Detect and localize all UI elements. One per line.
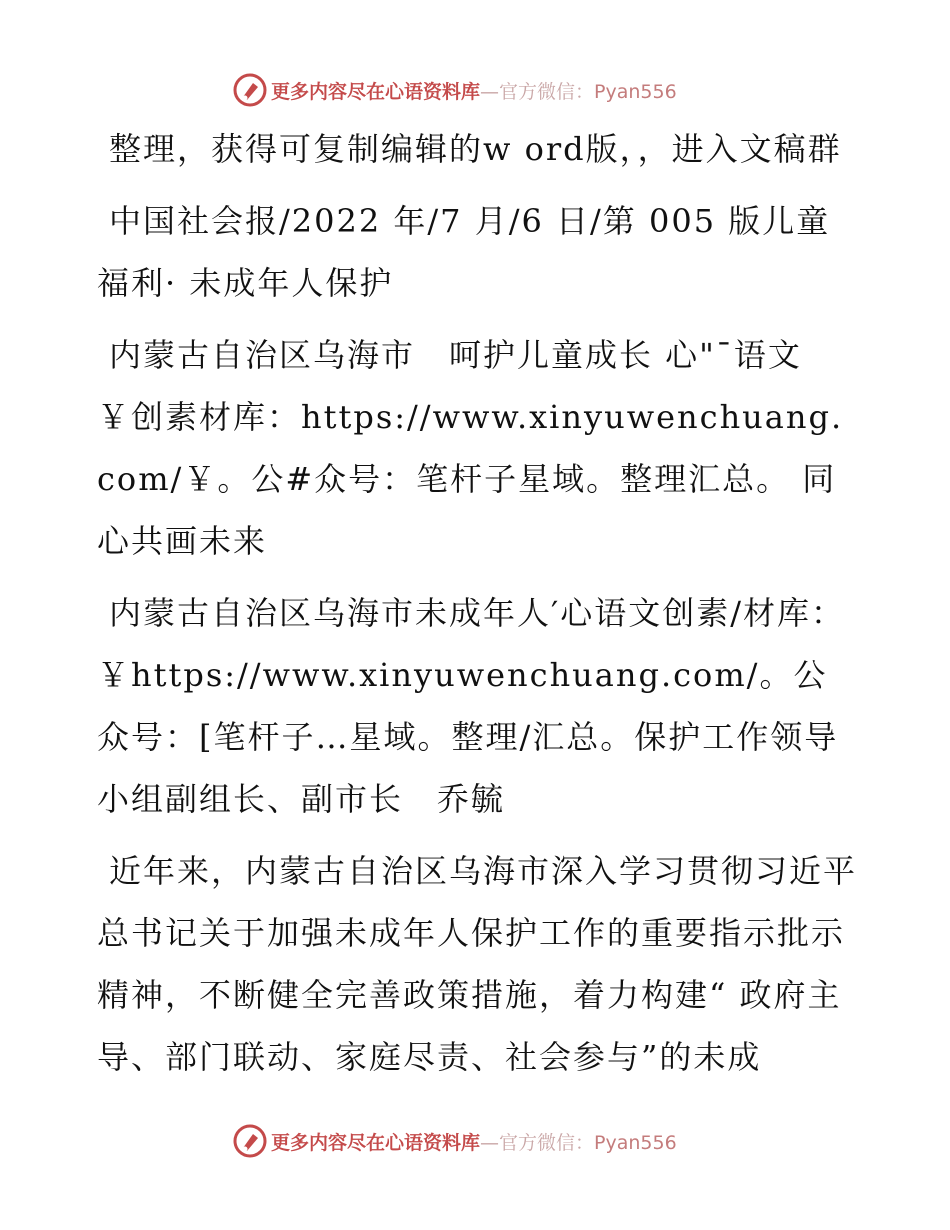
pen-nib-icon: [233, 73, 267, 107]
paragraph-5: 近年来，内蒙古自治区乌海市深入学习贯彻习近平总书记关于加强未成年人保护工作的重要指示批示精神，不断健全完善政策措施，着力构建“ 政府主导、部门联动、家庭尽责、社会参与”的未成: [97, 852, 858, 1076]
watermark-wechat-label: 官方微信：: [499, 1131, 595, 1154]
watermark-wechat-label: 官方微信：: [499, 80, 595, 103]
paragraph-4: 内蒙古自治区乌海市未成年人′心语文创素/材库：￥https://www.xinyuwenchuang.com/。公众号：[笔杆子…星域。整理/汇总。保护工作领导小组副组长、副市长 乔毓: [97, 594, 846, 818]
document-body: [97, 118, 857, 1098]
watermark-wechat-id: Pyan556: [594, 1131, 677, 1154]
watermark-separator: —: [480, 80, 500, 103]
footer-watermark: [233, 1121, 753, 1161]
watermark-text: [271, 1128, 677, 1155]
watermark-text: [271, 77, 677, 104]
watermark-brand: 更多内容尽在心语资料库: [271, 80, 481, 103]
paragraph-1: 整理，获得可复制编辑的w ord版，，进入文稿群: [109, 130, 842, 168]
paragraph-3: 内蒙古自治区乌海市 呵护儿童成长 心"¯语文￥创素材库：https://www.xinyuwenchuang.com/￥。公#众号：笔杆子星域。整理汇总。 同心共画未来: [97, 336, 844, 560]
paragraph-2: 中国社会报/2022 年/7 月/6 日/第 005 版儿童福利· 未成年人保护: [97, 202, 831, 302]
header-watermark: [233, 70, 753, 110]
pen-nib-icon: [233, 1124, 267, 1158]
watermark-brand: 更多内容尽在心语资料库: [271, 1131, 481, 1154]
watermark-wechat-id: Pyan556: [594, 80, 677, 103]
watermark-separator: —: [480, 1131, 500, 1154]
